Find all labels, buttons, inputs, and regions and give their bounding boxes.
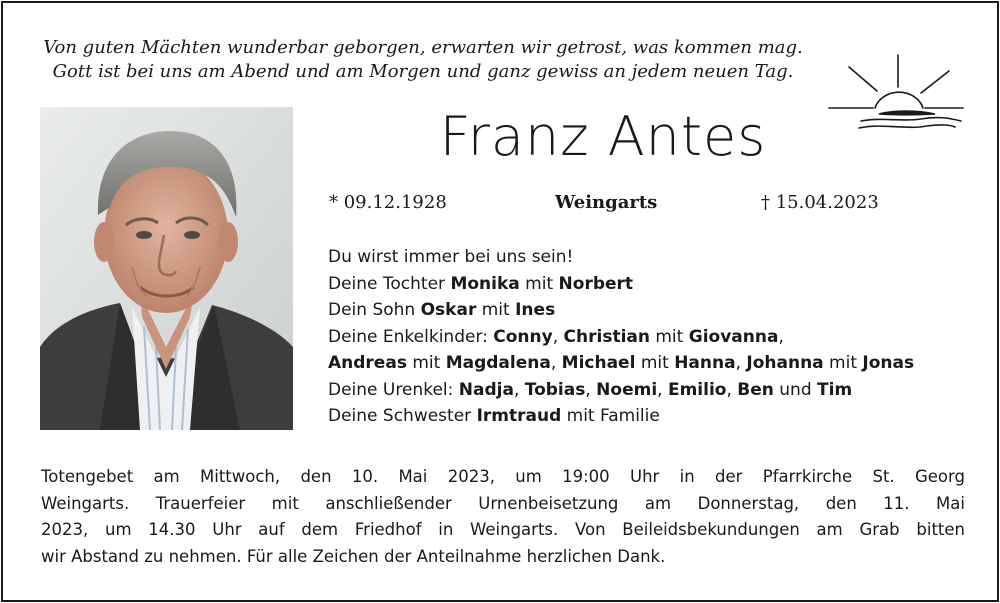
mourner-name: Noemi [596, 379, 658, 400]
verse-line: Von guten Mächten wunderbar geborgen, erwarten wir getrost, was kommen mag. [43, 37, 803, 58]
mourner-name: Johanna [746, 353, 824, 373]
deceased-name: Franz Antes [439, 105, 767, 168]
mourner-name: Andreas [328, 353, 407, 373]
connector: mit [406, 353, 446, 373]
label: Deine Urenkel: [328, 379, 459, 400]
mourners-daughter-line [328, 271, 968, 298]
separator: , [513, 379, 525, 400]
mourners-intro: Du wirst immer bei uns sein! [328, 247, 574, 267]
label: Deine Enkelkinder: [328, 326, 494, 347]
mourner-name: Jonas [862, 353, 915, 373]
mourners-grandchildren-line-2 [328, 350, 968, 377]
mourner-name: Hanna [674, 353, 736, 373]
notice-line: wir Abstand zu nehmen. Für alle Zeichen der Anteilnahme herzlichen Dank. [41, 546, 666, 566]
mourner-name: Monika [450, 273, 520, 294]
mourners-sister-line [328, 403, 968, 430]
portrait-photo [40, 107, 293, 430]
hometown: Weingarts [555, 192, 658, 213]
connector: mit [519, 273, 559, 294]
mourners-son-line [328, 297, 968, 324]
mourner-name: Tobias [524, 379, 586, 400]
separator: , [657, 379, 668, 400]
separator: , [585, 379, 597, 400]
mourners-grandchildren-line [328, 324, 968, 351]
birth-date: * 09.12.1928 [329, 192, 447, 213]
label: Deine Tochter [328, 273, 451, 294]
separator: , [735, 353, 747, 373]
separator: , [726, 379, 738, 400]
verse [23, 36, 823, 84]
connector: mit [635, 353, 675, 373]
label: Dein Sohn [328, 300, 421, 320]
mourner-name: Nadja [458, 379, 514, 400]
mourner-name: Ines [515, 300, 556, 320]
mourner-name: Norbert [558, 273, 634, 294]
mourner-name: Irmtraud [476, 406, 562, 426]
notice-line: Totengebet am Mittwoch, den 10. Mai 2023, um 19:00 Uhr in der Pfarrkirche St. Georg [41, 467, 965, 486]
mourner-name: Michael [561, 353, 636, 373]
label: Deine Schwester [328, 406, 477, 426]
separator: , [552, 326, 564, 347]
connector: mit [649, 326, 689, 347]
mourner-name: Tim [817, 379, 853, 400]
verse-line: Gott ist bei uns am Abend und am Morgen und ganz gewiss an jedem neuen Tag. [52, 61, 794, 82]
notice-line: Weingarts. Trauerfeier mit anschließender Urnenbeisetzung am Donnerstag, den 11. Mai [41, 493, 965, 513]
mourner-name: Emilio [667, 379, 727, 400]
connector: mit Familie [561, 406, 660, 426]
notice-line: 2023, um 14.30 Uhr auf dem Friedhof in Weingarts. Von Beileidsbekundungen am Grab bitten [41, 520, 965, 540]
service-notice [41, 464, 965, 570]
mourner-name: Christian [563, 326, 650, 347]
mourners-great-grandchildren-line [328, 377, 968, 404]
mourner-name: Conny [493, 326, 553, 347]
connector: mit [476, 300, 516, 320]
mourner-name: Ben [737, 379, 774, 400]
death-date: † 15.04.2023 [761, 192, 879, 213]
connector: mit [823, 353, 863, 373]
mourner-name: Magdalena [445, 353, 551, 373]
mourner-name: Giovanna [688, 326, 779, 347]
obituary-card [1, 1, 999, 602]
mourner-name: Oskar [420, 300, 477, 320]
separator: , [550, 353, 562, 373]
connector: und [773, 379, 818, 400]
separator: , [778, 326, 784, 347]
mourners-list [328, 244, 968, 430]
